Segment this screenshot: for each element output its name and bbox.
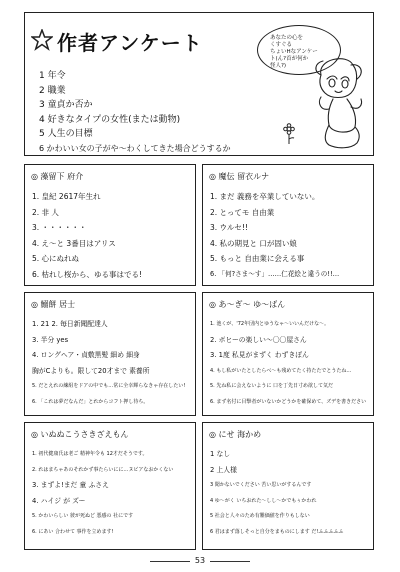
- question-item: 4 好きなタイプの女性(または動物): [39, 114, 181, 125]
- bubble-line: 怪人?): [270, 63, 287, 69]
- question-item: 2 職業: [39, 85, 66, 96]
- question-item: 3 童貞か否か: [39, 100, 93, 110]
- answer-box-4: [202, 292, 374, 416]
- answer-item: 4. 私の期見と 口が固い娘: [210, 238, 297, 248]
- answer-list: [210, 317, 366, 410]
- bubble-line: くすぐる: [270, 42, 293, 48]
- respondent-name: ◎ 鰯餅 居士: [31, 300, 76, 309]
- answer-item: 5. 先ね私に会えないように 口を丁先日寸め欲して気だ: [210, 383, 333, 389]
- answer-item: 1. 池くが、'72年団内とゆうなゃ〜いいんだけな〜。: [210, 321, 330, 327]
- answer-item: 6. 枯れし桜から、ゆる事はでる!: [32, 269, 143, 279]
- answer-item: 5. かわいらしい 彼が死ぬど 悪感の 社にです: [32, 513, 134, 519]
- answer-item: 4. ロングヘア・貞敷黒髪 細め 細身: [32, 351, 140, 359]
- answer-item: 2 上人様: [210, 465, 237, 474]
- answer-item: 3. ウルセ!!: [210, 223, 248, 232]
- respondent-name: ◎ いぬぬこうさきざえもん: [31, 430, 129, 439]
- respondent-name: ◎ 魔伝 留衣ルナ: [209, 172, 270, 181]
- answer-item: 3. ・・・・・・: [32, 223, 87, 232]
- page-number-rule-right: [210, 561, 250, 562]
- answer-item: 5. 心にぬれぬ: [32, 254, 80, 263]
- answer-item: 4. ハイジ が ズー: [32, 496, 86, 505]
- answer-item: 6. にあい 合わせて 事作を立めます!: [32, 528, 114, 535]
- answer-item: 3 聞かないでください 苦い思いがするんです: [210, 482, 312, 488]
- answer-item: 1. まだ 義務を卒業していない。: [210, 192, 320, 201]
- bubble-line: ト(ん?首が何か: [270, 56, 309, 62]
- answer-item: 2. とってモ 自由業: [210, 207, 275, 217]
- bubble-line: ちょいHなアンケー: [270, 49, 318, 55]
- header-title: 作者アンケート: [57, 31, 203, 55]
- girl-illustration: [307, 53, 371, 153]
- respondent-name: ◎ あ〜ぎ〜 ゆ〜ばん: [209, 300, 286, 309]
- answer-item: 1. 21 2. 毎日新聞配達人: [32, 320, 108, 328]
- answer-list: [210, 447, 343, 540]
- answer-item: 6. 「何?さま〜す」……仁花絵と違うの!!…: [210, 269, 340, 278]
- answer-item: 1. 初代健康氏は老ご 精神年令も 12才だそうです。: [32, 451, 148, 457]
- star-icon: [31, 29, 53, 51]
- answer-item: 2. ボヒーの楽しい〜〇〇屋さん: [210, 335, 307, 344]
- answer-item: 5. もっと 自由業に会える事: [210, 254, 305, 263]
- answer-item: 6 君はまず落しそっと自分をまものにします だ!ふふふふふ: [210, 528, 344, 535]
- answer-item: 1 なし: [210, 450, 231, 458]
- respondent-name: ◎ 藻留下 府介: [31, 172, 84, 181]
- answer-item: 4. もし私がいたとしたらべ〜も残めてたく持たたでとうたね…: [210, 367, 352, 374]
- answer-list: [32, 447, 173, 540]
- question-item: 5 人生の目標: [39, 129, 93, 139]
- page-number: 53: [194, 556, 206, 565]
- answer-box-6: [202, 422, 374, 550]
- question-list: [39, 69, 231, 156]
- answer-item: 3. まずよ!まだ 童 ふさえ: [32, 481, 109, 489]
- question-item: 6 かわいい女の子がや〜わくしてきた場合どうするか: [39, 143, 231, 153]
- answer-list: [210, 189, 339, 282]
- flower-icon: [281, 123, 297, 145]
- respondent-name: ◎ にせ 海かめ: [209, 430, 262, 439]
- answer-list: [32, 317, 185, 410]
- answer-list: [32, 189, 142, 282]
- answer-item: 4 ゆ〜がく いちおれた〜しし〜かでもぅかわれ: [210, 497, 317, 504]
- answer-box-5: [24, 422, 196, 550]
- answer-box-3: [24, 292, 196, 416]
- answer-item: 2. れはまちゃあのそれかず事たらいにに…ヌビアなおかくない: [32, 466, 174, 473]
- answer-item: 胸がCよりも。限して20才まで 素養所: [32, 366, 150, 375]
- answer-item: 6. まず名付に目撃者がいないかどうかを確保めて、ズデを書きださい: [210, 398, 367, 405]
- answer-item: 3. 1度 私見がまずく わずきぼん: [210, 351, 309, 359]
- answer-item: 5. だとえれの練組をドアの中でも…常に全幸輝らなきゃ存在したい!: [32, 383, 186, 389]
- question-item: 1 年令: [39, 71, 66, 81]
- answer-item: 3. 半分 yes: [32, 335, 69, 344]
- answer-item: 1. 皇紀 2617年生れ: [32, 192, 101, 201]
- answer-box-1: [24, 164, 196, 286]
- answer-box-2: [202, 164, 374, 286]
- answer-item: 6. 「これは夢だなんだ」とれからコフト押し待ち。: [32, 398, 149, 405]
- bubble-line: あなたの心を: [270, 35, 304, 41]
- answer-item: 2. 非 人: [32, 207, 59, 217]
- questionnaire-header-box: [24, 12, 374, 156]
- answer-item: 5 社会と人々のため有難価値を作りもしない: [210, 513, 310, 519]
- answer-item: 4. え〜と 3番目はアリス: [32, 238, 116, 248]
